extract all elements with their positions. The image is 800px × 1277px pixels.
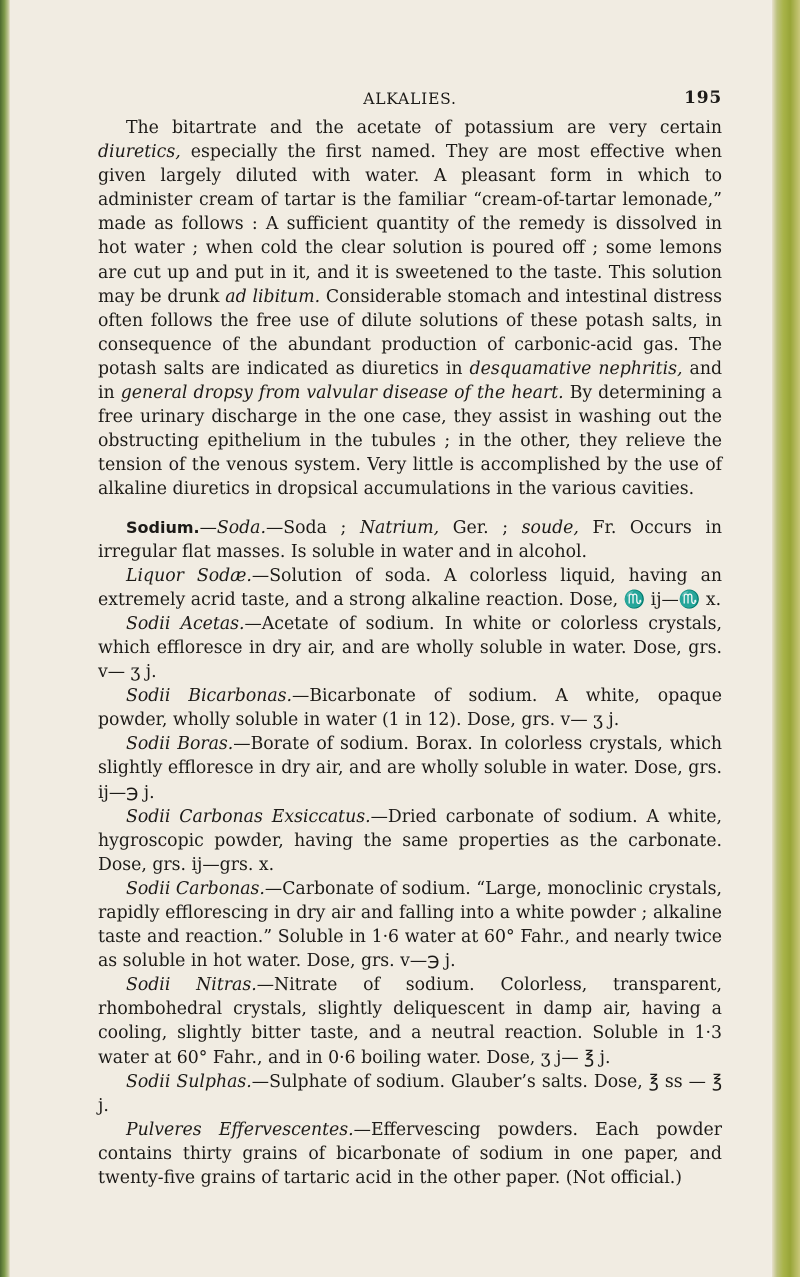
- section-heading-sodium: Sodium.: [126, 517, 200, 537]
- entry-text: —Acetate of sodium. In white or colorless crystals, which effloresce in dry air, and are wholly soluble in water. Dose, grs. v— ʒ j.: [98, 613, 722, 683]
- book-spine-left-edge: [0, 0, 10, 1277]
- book-page: [98, 88, 722, 1190]
- entry-name: Pulveres Effervescentes.: [126, 1119, 354, 1140]
- entry-name: Sodii Nitras.: [126, 975, 257, 996]
- intro-emphasis-1: diuretics,: [98, 142, 181, 163]
- entry-name: Sodii Boras.: [126, 734, 234, 755]
- sodium-emphasis-2: Natrium,: [359, 517, 440, 538]
- sodium-text-3: Ger. ;: [439, 517, 522, 538]
- entry-text: —Carbonate of sodium. “Large, monoclinic crystals, rapidly efflorescing in dry air and falling into a white powder ; alkaline taste and reaction.” Soluble in 1·6 water at 60° Fahr., and nearly twice as soluble in hot water. Dose, grs. v—℈ j.: [98, 878, 722, 972]
- entry-sodii-sulphas: [98, 1070, 722, 1118]
- book-spine-right-edge: [772, 0, 800, 1277]
- intro-emphasis-4: general dropsy from valvular disease of the heart.: [120, 383, 564, 404]
- entry-text: —Sulphate of sodium. Glauber’s salts. Dose, ℥ ss — ℥ j.: [98, 1071, 722, 1116]
- entry-name: Sodii Carbonas.: [126, 878, 265, 899]
- page-number: 195: [684, 88, 722, 108]
- sodium-text-2: —Soda ;: [265, 517, 360, 538]
- entry-sodii-boras: [98, 732, 722, 804]
- entry-name: Sodii Carbonas Exsiccatus.: [126, 806, 371, 827]
- sodium-emphasis-3: soude,: [521, 517, 579, 538]
- entry-sodii-acetas: [98, 612, 722, 684]
- sodium-text-4: Fr. Occurs in irregular flat masses. Is soluble in water and in alcohol.: [98, 517, 722, 562]
- entry-name: Sodii Bicarbonas.: [126, 686, 293, 707]
- entry-name: Sodii Acetas.: [126, 613, 245, 634]
- entry-text: —Nitrate of sodium. Colorless, transparent, rhombohedral crystals, slightly deliquescent in damp air, having a cooling, slightly bitter taste, and a neutral reaction. Soluble in 1·3 water at 60° Fahr., and in 0·6 boiling water. Dose, ʒ j— ℥ j.: [98, 975, 722, 1068]
- entry-pulveres-effervescentes: [98, 1118, 722, 1190]
- entry-text: —Solution of soda. A colorless liquid, having an extremely acrid taste, and a strong alkaline reaction. Dose, ♏ ij—♏ x.: [98, 565, 722, 610]
- intro-text-4: and in: [98, 358, 723, 404]
- running-head: [98, 88, 722, 116]
- sodium-emphasis-1: Soda.: [216, 517, 266, 538]
- entry-sodii-carbonas-exsiccatus: [98, 805, 722, 877]
- entry-text: —Dried carbonate of sodium. A white, hygroscopic powder, having the same properties as the carbonate. Dose, grs. ij—grs. x.: [98, 806, 722, 875]
- entry-liquor-sodae: [98, 564, 722, 612]
- intro-emphasis-2: ad libitum.: [225, 286, 321, 307]
- entry-text: —Bicarbonate of sodium. A white, opaque powder, wholly soluble in water (1 in 12). Dose, grs. v— ʒ j.: [98, 686, 722, 731]
- intro-text-2: especially the first named. They are most effective when given largely diluted with water. A pleasant form in which to administer cream of tartar is the familiar “cream-of-tartar lemonade,” made as follows : A sufficient quantity of the remedy is dissolved in hot water ; when cold the clear solution is poured off ; some lemons are cut up and put in it, and it is sweetened to the taste. This solution may be drunk: [98, 142, 722, 307]
- entry-sodii-carbonas: [98, 877, 722, 973]
- intro-text-1: The bitartrate and the acetate of potassium are very certain: [126, 118, 722, 138]
- entry-name: Sodii Sulphas.: [126, 1071, 252, 1092]
- running-title: ALKALIES.: [363, 90, 457, 108]
- sodium-section: [98, 516, 722, 564]
- sodium-text-1: —: [199, 517, 217, 538]
- intro-emphasis-3: desquamative nephritis,: [469, 358, 683, 379]
- intro-text-3: Considerable stomach and intestinal distress often follows the free use of dilute solutions of these potash salts, in consequence of the abundant production of carbonic-acid gas. The potash salts are indicated as diuretics in: [98, 286, 722, 379]
- entry-sodii-bicarbonas: [98, 684, 722, 732]
- entry-text: —Borate of sodium. Borax. In colorless crystals, which slightly effloresce in dry air, and are wholly soluble in water. Dose, grs. ij—℈ j.: [98, 734, 722, 803]
- intro-text-5: By determining a free urinary discharge in the one case, they assist in washing out the obstructing epithelium in the tubules ; in the other, they relieve the tension of the venous system. Very little is accomplished by the use of alkaline diuretics in dropsical accumulations in the various cavities.: [98, 383, 723, 500]
- intro-paragraph: [98, 116, 722, 502]
- entry-name: Liquor Sodæ.: [126, 565, 252, 586]
- entry-text: —Effervescing powders. Each powder contains thirty grains of bicarbonate of sodium in one paper, and twenty-five grains of tartaric acid in the other paper. (Not official.): [98, 1119, 722, 1189]
- entry-sodii-nitras: [98, 973, 722, 1069]
- page-body: [98, 116, 722, 1190]
